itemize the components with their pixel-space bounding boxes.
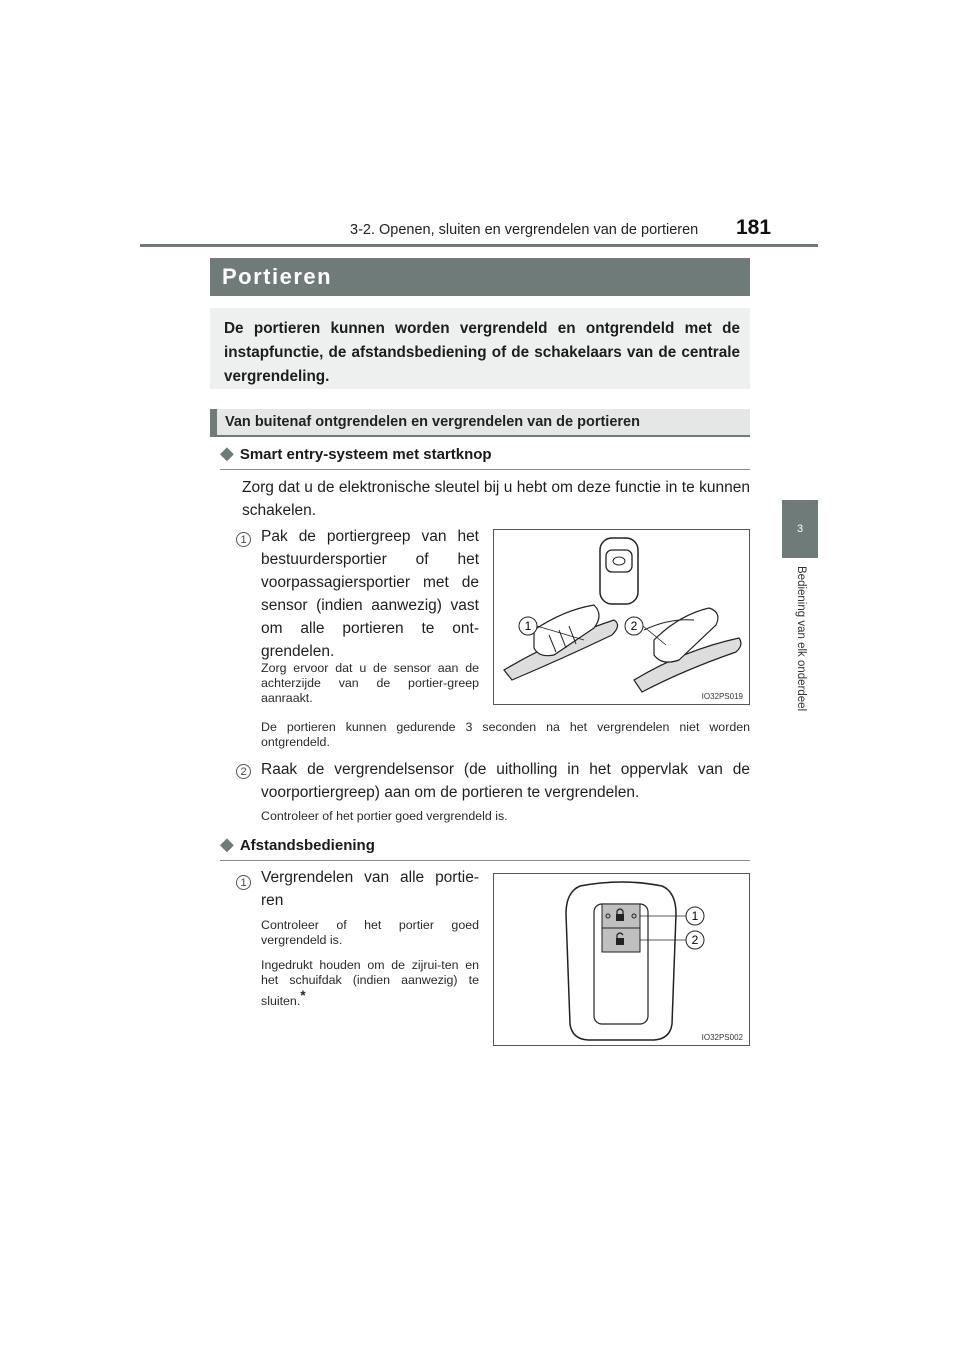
chapter-tab [782, 500, 818, 558]
step-2-note: Controleer of het portier goed vergrendeld is. [261, 809, 508, 823]
diamond-icon: ◆ [220, 443, 234, 463]
section-title: 3-2. Openen, sluiten en vergrendelen van de portieren [350, 222, 699, 238]
chapter-side-label [783, 566, 819, 756]
door-handle-illustration [494, 530, 749, 704]
header-divider [140, 244, 818, 247]
chapter-number: 3 [796, 523, 804, 535]
callout-1: 1 [691, 909, 699, 923]
chapter-label: Bediening van elk onderdeel [795, 566, 807, 712]
remote-step-1-note-1: Controleer of het portier goed vergrendeld is. [261, 918, 479, 947]
smart-entry-intro: Zorg dat u de elektronische sleutel bij u hebt om deze functie in te kunnen schakelen. [242, 479, 750, 519]
subheading: Van buitenaf ontgrendelen en vergrendelen van de portieren [210, 409, 750, 437]
remote-step-1-text: Vergrendelen van alle portie-ren [261, 869, 479, 909]
smart-entry-heading [220, 443, 750, 470]
remote-heading-text: Afstandsbediening [239, 837, 375, 854]
remote-heading [220, 834, 750, 861]
remote-step-1-marker: 1 [236, 873, 251, 891]
figure-code: IO32PS002 [701, 1033, 743, 1042]
remote-key-figure [493, 873, 750, 1046]
callout-2: 2 [630, 619, 638, 633]
callout-2: 2 [691, 933, 699, 947]
page-title: Portieren [210, 258, 750, 296]
step-1-marker: 1 [236, 530, 251, 548]
step-2-text: Raak de vergrendelsensor (de uitholling in het oppervlak van de voorportiergreep) aan om de portieren te vergrendelen. [261, 761, 750, 801]
intro-box: De portieren kunnen worden vergrendeld en ontgrendeld met de instapfunctie, de afstandsbediening of de schakelaars van de centrale vergrendeling. [210, 308, 750, 389]
page-number: 181 [736, 216, 772, 239]
step-1-text: Pak de portiergreep van het bestuurdersportier of het voorpassagiersportier met de sensor (indien aanwezig) vast om alle portieren te ont-grendelen. [261, 528, 479, 660]
remote-key-illustration [494, 874, 749, 1045]
step-2-marker: 2 [236, 762, 251, 780]
smart-entry-heading-text: Smart entry-systeem met startknop [239, 446, 492, 463]
door-handle-figure [493, 529, 750, 705]
callout-1: 1 [524, 619, 532, 633]
diamond-icon: ◆ [220, 834, 234, 854]
step-1-note: Zorg ervoor dat u de sensor aan de achterzijde van de portier-greep aanraakt. [261, 661, 479, 705]
figure-code: IO32PS019 [701, 692, 743, 701]
remote-step-1-note-2: Ingedrukt houden om de zijrui-ten en het schuifdak (indien aanwezig) te sluiten.* [261, 958, 479, 1009]
asterisk-mark: * [300, 987, 306, 1003]
unlock-delay-note: De portieren kunnen gedurende 3 seconden na het vergrendelen niet worden ontgrendeld. [261, 720, 750, 749]
